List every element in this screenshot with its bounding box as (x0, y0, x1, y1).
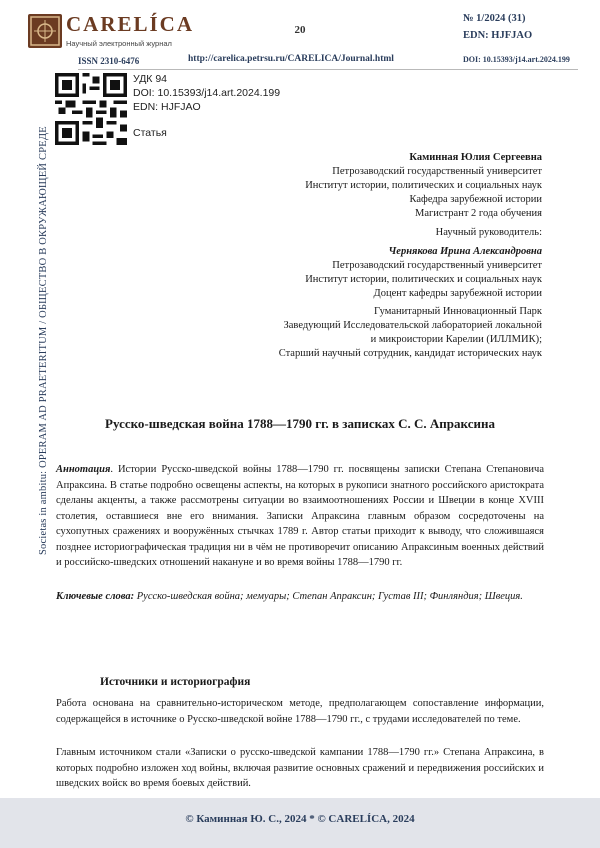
advisor-affiliation-line: Старший научный сотрудник, кандидат исторических наук (278, 348, 542, 359)
issn: ISSN 2310-6476 (78, 56, 140, 66)
issue-number: № 1/2024 (31) (463, 13, 526, 24)
journal-subtitle: Научный электронный журнал (66, 39, 172, 48)
abstract-label: Аннотация (56, 464, 111, 475)
author-affiliation-line: Магистрант 2 года обучения (415, 208, 542, 219)
qr-code-icon (55, 73, 127, 145)
keywords-text: Русско-шведская война; мемуары; Степан Апраксин; Густав III; Финляндия; Швеция. (134, 591, 523, 602)
advisor-affiliation-line: Институт истории, политических и социальных наук (305, 274, 542, 285)
header-divider (78, 69, 578, 70)
article-type: Статья (133, 127, 167, 139)
advisor-affiliation-line: Петрозаводский государственный университет (332, 260, 542, 271)
page-number: 20 (294, 24, 306, 36)
section-paragraph: Работа основана на сравнительно-историческом методе, предполагающем сопоставление информации, содержащейся в источнике о Русско-шведской войне 1788—1790 гг., с трудами исследователей по теме. (56, 698, 544, 725)
author-affiliation-line: Институт истории, политических и социальных наук (305, 180, 542, 191)
side-series-title: Societas in ambitu: OPERAM AD PRAETERITUM / ОБЩЕСТВО В ОКРУЖАЮЩЕЙ СРЕДЕ (38, 126, 49, 555)
author-affiliation-line: Петрозаводский государственный университет (332, 166, 542, 177)
author-affiliation-line: Кафедра зарубежной истории (409, 194, 542, 205)
udk-code: УДК 94 (133, 73, 168, 85)
keywords (56, 589, 544, 605)
article-title: Русско-шведская война 1788—1790 гг. в записках С. С. Апраксина (105, 416, 495, 431)
abstract-text: . Истории Русско-шведской войны 1788—1790 гг. посвящены записки Степана Степановича Апраксина. В статье подробно освещены аспекты, на которых в рукописи знатного российского аристократа сделаны акценты, а также рассмотрены ситуации во взаимоотношениях России и Швеции в конце XVIII столетия, оставшиеся вне его внимания. Записки Апраксина главным образом сосредоточены на сухопутных сражениях и вооружённых стычках 1789 г. Автор статьи приходит к выводу, что сложившаяся позднее историографическая традиция ни в чём не противоречит описанию Апраксиным военных действий и российско-шведских отношений накануне и во время войны 1788—1790 гг. (56, 464, 544, 568)
advisor-affiliation-line: Заведующий Исследовательской лабораторией локальной (283, 320, 542, 331)
journal-brand: CARELÍCA (66, 12, 195, 36)
issue-doi: DOI: 10.15393/j14.art.2024.199 (463, 55, 570, 64)
advisor-affiliation-line: Доцент кафедры зарубежной истории (373, 288, 542, 299)
advisor-label: Научный руководитель: (435, 227, 542, 238)
article-doi: DOI: 10.15393/j14.art.2024.199 (133, 87, 281, 99)
footer-copyright: © Каминная Ю. С., 2024 * © CARELÍCA, 2024 (185, 813, 415, 825)
advisor-affiliation-line: Гуманитарный Инновационный Парк (374, 306, 542, 317)
section-heading: Источники и историография (100, 676, 251, 688)
advisor-name: Чернякова Ирина Александровна (388, 246, 542, 257)
article-edn: EDN: HJFJAO (133, 101, 201, 113)
keywords-label: Ключевые слова: (56, 591, 135, 602)
journal-url-link[interactable]: http://carelica.petrsu.ru/CARELICA/Journal.html (188, 54, 394, 64)
author-name: Каминная Юлия Сергеевна (409, 152, 542, 163)
section-paragraph: Главным источником стали «Записки о русско-шведской кампании 1788—1790 гг.» Степана Апраксина, в которых подробно изложен ход войны, включая развитие основных сражений и передвижения российских и шведских войск во время боевых действий. (56, 747, 544, 789)
issue-edn: EDN: HJFJAO (463, 30, 533, 41)
advisor-affiliation-line: и микроистории Карелии (ИЛЛМИК); (370, 334, 542, 345)
abstract (56, 462, 544, 571)
